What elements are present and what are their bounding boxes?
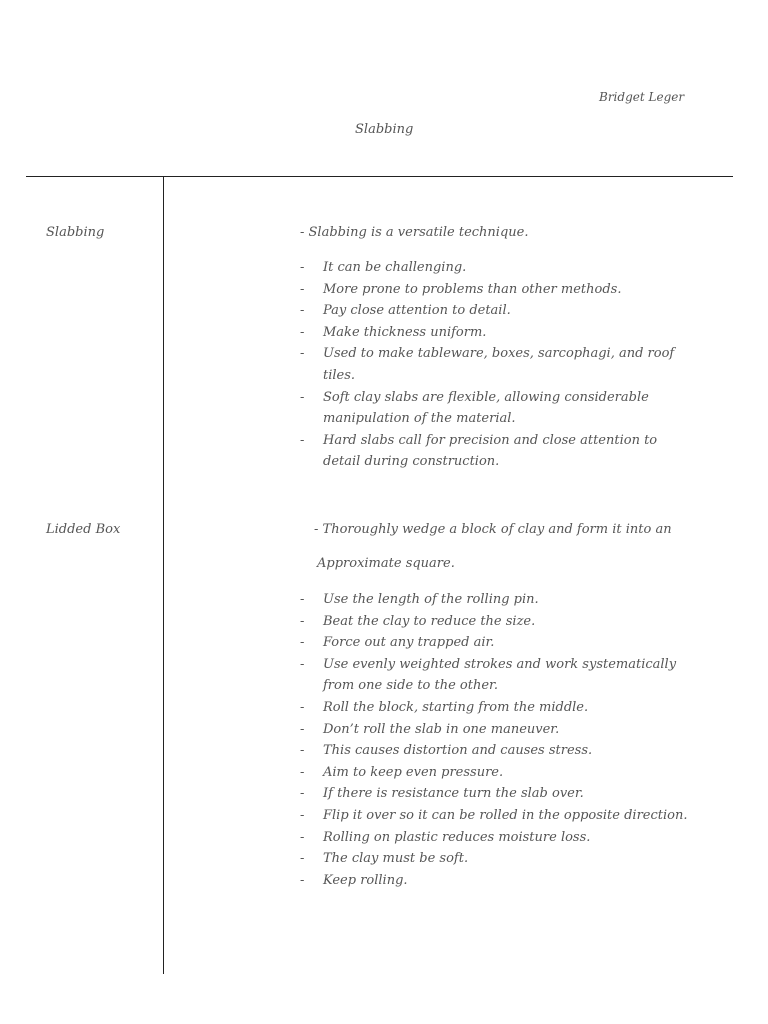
list-item: - Force out any trapped air. xyxy=(300,635,495,651)
list-item-text: Used to make tableware, boxes, sarcophagi, and roof tiles. xyxy=(323,346,675,383)
list-item-text: Beat the clay to reduce the size. xyxy=(323,613,536,629)
section-lidded-box-lead: - Thoroughly wedge a block of clay and form it into an xyxy=(314,522,672,537)
list-item: - Aim to keep even pressure. xyxy=(300,764,504,780)
list-item: - Use the length of the rolling pin. xyxy=(300,592,539,607)
list-item: - Soft clay slabs are flexible, allowing considerable manipulation of the material. xyxy=(300,389,649,427)
list-item: - Keep rolling. xyxy=(300,872,408,888)
list-item-text: Hard slabs call for precision and close attention to detail during construction. xyxy=(323,432,658,470)
list-item-text: Use evenly weighted strokes and work systematically from one side to the other. xyxy=(323,656,677,694)
list-item-text: Force out any trapped air. xyxy=(323,635,495,651)
cue-lidded-box: Lidded Box xyxy=(46,522,121,537)
list-item-text: The clay must be soft. xyxy=(323,851,469,867)
list-item: - Beat the clay to reduce the size. xyxy=(300,613,536,629)
list-item-text: Don’t roll the slab in one maneuver. xyxy=(323,721,560,737)
document-title: Slabbing xyxy=(355,122,414,137)
list-item-text: Keep rolling. xyxy=(323,872,408,888)
list-item: - Hard slabs call for precision and close attention to detail during construction. xyxy=(300,432,658,470)
list-item-text: Use the length of the rolling pin. xyxy=(323,592,539,607)
list-item-text: Rolling on plastic reduces moisture loss. xyxy=(323,829,591,845)
section-lidded-box-bullets xyxy=(300,589,690,891)
list-item-text: More prone to problems than other methods. xyxy=(323,281,622,297)
list-item: - Flip it over so it can be rolled in the opposite direction. xyxy=(300,807,688,823)
header-divider xyxy=(26,176,733,177)
list-item-text: Flip it over so it can be rolled in the opposite direction. xyxy=(323,807,688,823)
list-item-text: Roll the block, starting from the middle. xyxy=(323,699,589,715)
list-item-text: Aim to keep even pressure. xyxy=(323,764,504,780)
list-item-text: Soft clay slabs are flexible, allowing considerable manipulation of the material. xyxy=(323,389,649,427)
list-item: - Pay close attention to detail. xyxy=(300,303,511,319)
list-item: - Make thickness uniform. xyxy=(300,324,487,340)
list-item: - Don’t roll the slab in one maneuver. xyxy=(300,721,560,737)
list-item: - It can be challenging. xyxy=(300,260,467,275)
list-item: - The clay must be soft. xyxy=(300,851,469,867)
list-item-text: If there is resistance turn the slab over. xyxy=(323,786,584,802)
list-item: - More prone to problems than other methods. xyxy=(300,281,622,297)
list-item: - If there is resistance turn the slab over. xyxy=(300,786,584,802)
list-item-text: Make thickness uniform. xyxy=(323,324,487,340)
list-item: - Use evenly weighted strokes and work systematically from one side to the other. xyxy=(300,656,677,694)
list-item: - Rolling on plastic reduces moisture loss. xyxy=(300,829,591,845)
cue-column-divider xyxy=(163,176,164,974)
list-item-text: Pay close attention to detail. xyxy=(323,303,511,319)
list-item: - Used to make tableware, boxes, sarcophagi, and roof tiles. xyxy=(300,346,675,383)
section-slabbing-bullets xyxy=(300,257,690,473)
list-item: - Roll the block, starting from the middle. xyxy=(300,699,589,715)
author-name: Bridget Leger xyxy=(599,90,685,104)
list-item-text: This causes distortion and causes stress. xyxy=(323,743,593,759)
list-item: - This causes distortion and causes stress. xyxy=(300,743,593,759)
section-slabbing-lead: - Slabbing is a versatile technique. xyxy=(300,225,529,240)
section-lidded-box-lead-continued: Approximate square. xyxy=(317,556,455,571)
cue-slabbing: Slabbing xyxy=(46,225,105,240)
list-item-text: It can be challenging. xyxy=(323,260,467,275)
